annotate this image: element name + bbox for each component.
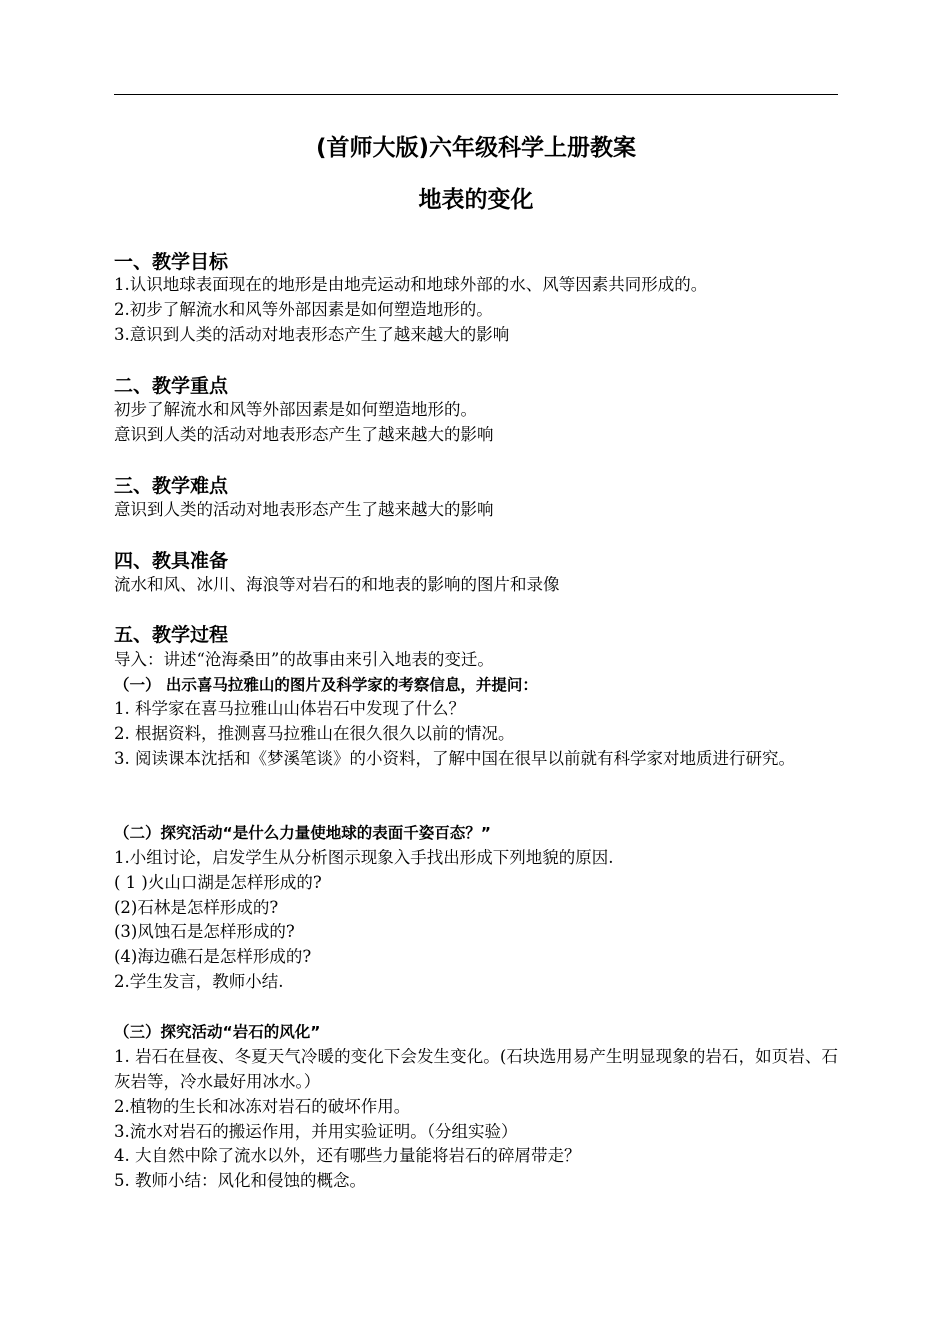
process-part1-title: （一） 出示喜马拉雅山的图片及科学家的考察信息，并提问： xyxy=(114,676,538,694)
part2-item: 2.学生发言，教师小结. xyxy=(114,972,284,991)
part3-item: 5. 教师小结：风化和侵蚀的概念。 xyxy=(114,1171,366,1190)
part2-item: 1.小组讨论，启发学生从分析图示现象入手找出形成下列地貌的原因. xyxy=(114,848,614,867)
section-heading-process: 五、教学过程 xyxy=(114,624,229,646)
part1-item: 3. 阅读课本沈括和《梦溪笔谈》的小资料，了解中国在很早以前就有科学家对地质进行研究。 xyxy=(114,749,795,768)
goal-item: 2.初步了解流水和风等外部因素是如何塑造地形的。 xyxy=(114,300,493,319)
goal-item: 3.意识到人类的活动对地表形态产生了越来越大的影响 xyxy=(114,325,510,344)
part1-item: 1. 科学家在喜马拉雅山山体岩石中发现了什么？ xyxy=(114,699,465,718)
part3-item: 3.流水对岩石的搬运作用，并用实验证明。（分组实验） xyxy=(114,1122,518,1141)
part3-item: 4. 大自然中除了流水以外，还有哪些力量能将岩石的碎屑带走？ xyxy=(114,1146,581,1165)
part2-item: (3)风蚀石是怎样形成的? xyxy=(114,922,295,941)
process-part2-title: （二）探究活动“是什么力量使地球的表面千姿百态？” xyxy=(114,824,491,842)
key-point-item: 意识到人类的活动对地表形态产生了越来越大的影响 xyxy=(114,425,494,444)
part2-item: (4)海边礁石是怎样形成的? xyxy=(114,947,312,966)
material-item: 流水和风、冰川、海浪等对岩石的和地表的影响的图片和录像 xyxy=(114,575,560,594)
part2-item: (2)石林是怎样形成的? xyxy=(114,898,279,917)
document-title: (首师大版)六年级科学上册教案 xyxy=(315,135,637,161)
section-heading-goals: 一、教学目标 xyxy=(114,251,229,273)
process-intro: 导入：讲述“沧海桑田”的故事由来引入地表的变迁。 xyxy=(114,650,494,669)
key-point-item: 初步了解流水和风等外部因素是如何塑造地形的。 xyxy=(114,400,477,419)
header-rule xyxy=(114,94,838,95)
part3-item: 2.植物的生长和冰冻对岩石的破坏作用。 xyxy=(114,1097,411,1116)
process-part3-title: （三）探究活动“岩石的风化” xyxy=(114,1023,321,1041)
part3-item: 1. 岩石在昼夜、冬夏天气冷暖的变化下会发生变化。(石块选用易产生明显现象的岩石，如页岩、石灰岩等，冷水最好用冰水。） xyxy=(114,1047,838,1091)
goal-item: 1.认识地球表面现在的地形是由地壳运动和地球外部的水、风等因素共同形成的。 xyxy=(114,275,708,294)
part2-item: ( 1 )火山口湖是怎样形成的? xyxy=(114,873,322,892)
section-heading-difficulties: 三、教学难点 xyxy=(114,475,229,497)
difficulty-item: 意识到人类的活动对地表形态产生了越来越大的影响 xyxy=(114,500,494,519)
section-heading-materials: 四、教具准备 xyxy=(114,550,229,572)
part1-item: 2. 根据资料，推测喜马拉雅山在很久很久以前的情况。 xyxy=(114,724,515,743)
document-subtitle: 地表的变化 xyxy=(418,187,534,213)
section-heading-key-points: 二、教学重点 xyxy=(114,375,229,397)
